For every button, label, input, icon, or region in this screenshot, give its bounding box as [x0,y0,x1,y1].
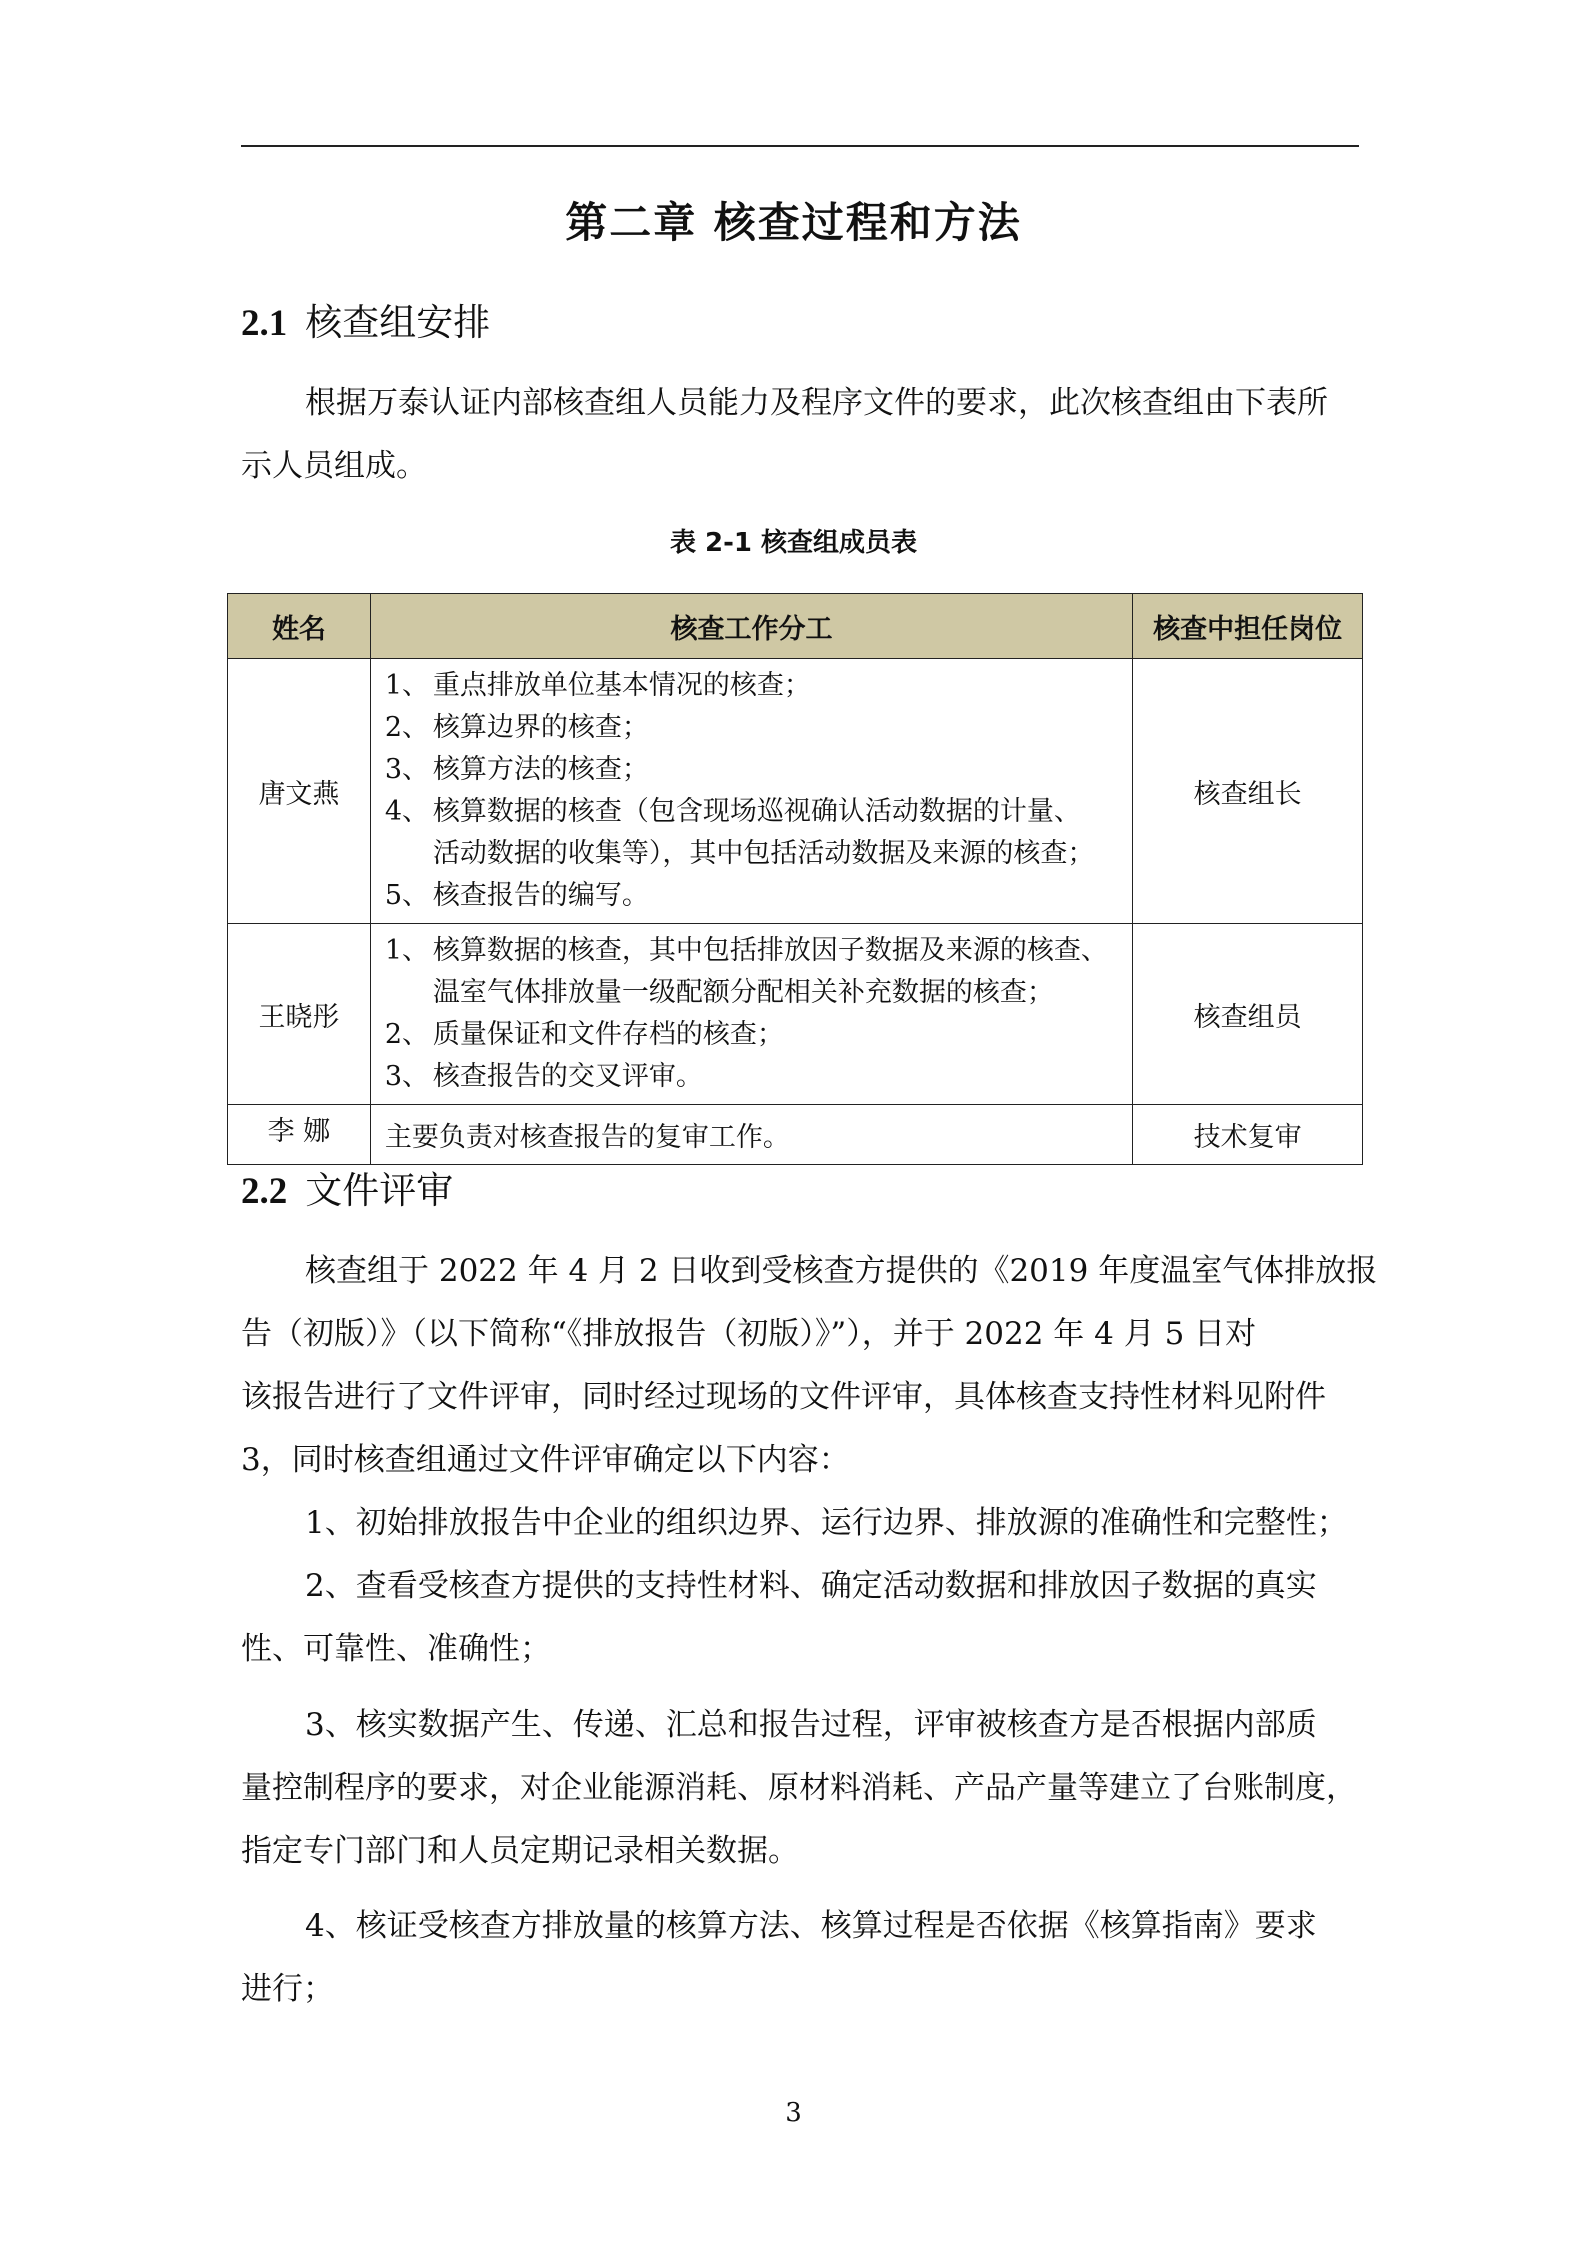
duty-text-continued: 温室气体排放量一级配额分配相关补充数据的核查； [432,977,1054,1008]
paragraph-line: 告（初版）》（以下简称“《排放报告（初版）》”），并于 2022 年 4 月 5 日对 [241,1316,1257,1352]
paragraph-line: 指定专门部门和人员定期记录相关数据。 [241,1833,799,1869]
duty-number: 3、 [384,1061,430,1092]
paragraph-line: 进行； [241,1971,334,2007]
paragraph-line: 该报告进行了文件评审，同时经过现场的文件评审，具体核查支持性材料见附件 [241,1379,1326,1415]
duty-text: 重点排放单位基本情况的核查； [432,670,811,701]
duty-text-continued: 活动数据的收集等），其中包括活动数据及来源的核查； [432,838,1095,869]
duty-text: 核算边界的核查； [432,712,649,743]
paragraph-line: 2、查看受核查方提供的支持性材料、确定活动数据和排放因子数据的真实 [305,1568,1317,1604]
team-table [227,593,1363,1165]
section-heading-2-1 [241,292,490,346]
review-item-1 [241,1492,1359,1555]
section-number: 2.2 [241,1171,288,1212]
review-paragraph [241,1240,1378,1492]
duty-item [385,707,1118,749]
member-duties [370,924,1132,1105]
section-heading-2-2 [241,1160,453,1214]
member-role: 核查组员 [1133,924,1363,1105]
paragraph-line: 根据万泰认证内部核查组人员能力及程序文件的要求，此次核查组由下表所 [305,385,1328,421]
table-caption: 表 2-1 核查组成员表 [669,528,918,558]
table-row [228,1105,1363,1165]
duty-text: 质量保证和文件存档的核查； [432,1019,784,1050]
member-name: 王晓彤 [228,924,371,1105]
paragraph-line: 核查组于 2022 年 4 月 2 日收到受核查方提供的《2019 年度温室气体排放报 [305,1253,1378,1289]
section-title: 文件评审 [305,1169,454,1212]
duty-number: 3、 [384,754,430,785]
duty-item [385,665,1118,707]
paragraph-line: 4、核证受核查方排放量的核算方法、核算过程是否依据《核算指南》要求 [305,1908,1317,1944]
duty-text: 核算数据的核查，其中包括排放因子数据及来源的核查、 [432,935,1108,966]
duty-text: 核算方法的核查； [432,754,649,785]
page-number: 3 [785,2098,802,2128]
member-duties [370,659,1132,924]
paragraph-line: 示人员组成。 [241,448,427,484]
header-role: 核查中担任岗位 [1133,594,1363,659]
review-item-2 [241,1555,1359,1681]
duty-item [385,1056,1118,1098]
paragraph-line: 3、核实数据产生、传递、汇总和报告过程，评审被核查方是否根据内部质 [305,1707,1317,1743]
member-role: 核查组长 [1133,659,1363,924]
member-name: 李 娜 [228,1105,371,1165]
paragraph-line: 1、初始排放报告中企业的组织边界、运行边界、排放源的准确性和完整性； [305,1505,1348,1541]
table-row [228,659,1363,924]
duty-text: 核算数据的核查（包含现场巡视确认活动数据的计量、 [432,796,1081,827]
duty-text: 核查报告的交叉评审。 [432,1061,703,1092]
paragraph-line: 性、可靠性、准确性； [241,1631,551,1667]
duty-number: 5、 [384,880,430,911]
section-number: 2.1 [241,303,288,344]
header-duties: 核查工作分工 [370,594,1132,659]
duty-item [385,930,1118,972]
duty-text: 核查报告的编写。 [432,880,649,911]
intro-paragraph [241,372,1359,498]
duty-number: 4、 [384,796,430,827]
duty-item [385,1014,1118,1056]
section-title: 核查组安排 [305,301,491,344]
duty-number: 2、 [384,712,430,743]
paragraph-line: 量控制程序的要求，对企业能源消耗、原材料消耗、产品产量等建立了台账制度， [241,1770,1357,1806]
table-header-row [228,594,1363,659]
review-item-4 [241,1895,1359,2021]
duty-item [385,749,1118,791]
review-item-3 [241,1694,1359,1883]
member-duties: 主要负责对核查报告的复审工作。 [370,1105,1132,1165]
duty-item [385,791,1118,833]
header-rule [241,145,1359,147]
member-name: 唐文燕 [228,659,371,924]
duty-number: 1、 [384,670,430,701]
duty-number: 1、 [384,935,430,966]
member-role: 技术复审 [1133,1105,1363,1165]
chapter-title: 第二章 核查过程和方法 [565,198,1022,247]
paragraph-line: 3，同时核查组通过文件评审确定以下内容： [241,1442,850,1478]
table-row [228,924,1363,1105]
duty-number: 2、 [384,1019,430,1050]
header-name: 姓名 [228,594,371,659]
duty-item [385,875,1118,917]
